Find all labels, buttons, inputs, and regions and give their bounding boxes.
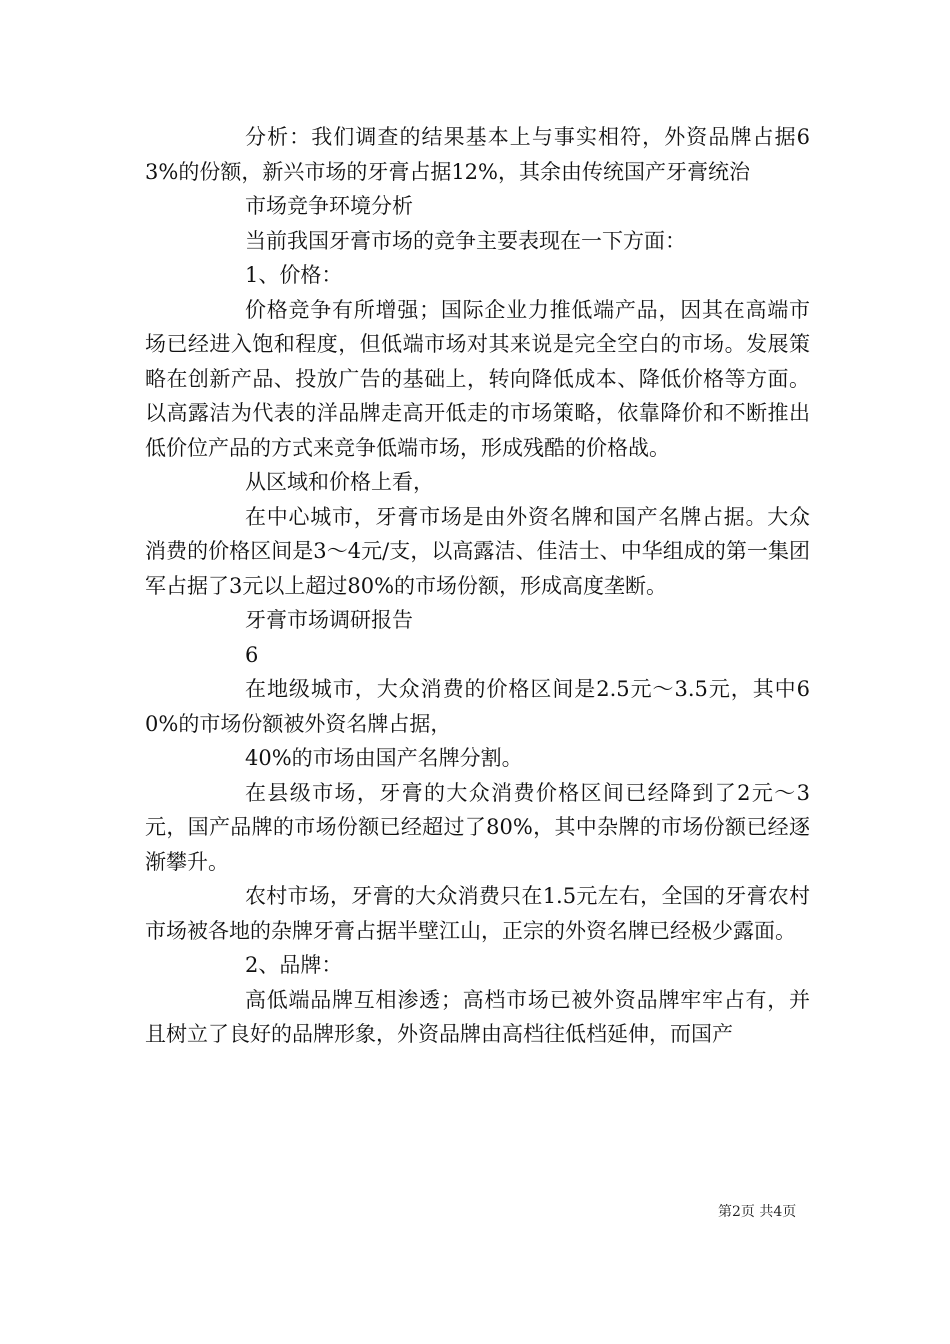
- paragraph-brand-penetration: 高低端品牌互相渗透；高档市场已被外资品牌牢牢占有，并且树立了良好的品牌形象，外资品牌由高档往低档延伸，而国产: [145, 987, 810, 1046]
- paragraph-competition-intro: 当前我国牙膏市场的竞争主要表现在一下方面：: [245, 228, 686, 253]
- page-marker: 6: [245, 642, 259, 667]
- heading-brand: 2、品牌：: [245, 953, 343, 977]
- heading-competition-environment: 市场竞争环境分析: [245, 194, 413, 218]
- paragraph-prefecture-cities: 在地级城市，大众消费的价格区间是2.5元～3.5元，其中60%的市场份额被外资名牌占据，: [145, 677, 810, 736]
- paragraph-analysis: 分析：我们调查的结果基本上与事实相符，外资品牌占据63%的份额，新兴市场的牙膏占据12%，其余由传统国产牙膏统治: [145, 125, 810, 184]
- page-footer: 第2页 共4页: [718, 1204, 797, 1220]
- running-title: 牙膏市场调研报告: [245, 608, 413, 632]
- paragraph-county-market: 在县级市场，牙膏的大众消费价格区间已经降到了2元～3元，国产品牌的市场份额已经超过了80%，其中杂牌的市场份额已经逐渐攀升。: [145, 780, 810, 874]
- paragraph-rural-market: 农村市场，牙膏的大众消费只在1.5元左右，全国的牙膏农村市场被各地的杂牌牙膏占据半壁江山，正宗的外资名牌已经极少露面。: [145, 884, 810, 943]
- paragraph-central-cities: 在中心城市，牙膏市场是由外资名牌和国产名牌占据。大众消费的价格区间是3～4元/支，以高露洁、佳洁士、中华组成的第一集团军占据了3元以上超过80%的市场份额，形成高度垄断。: [145, 504, 810, 598]
- paragraph-region-price: 从区域和价格上看，: [245, 470, 434, 494]
- heading-price: 1、价格：: [245, 263, 343, 287]
- document-body: [145, 120, 810, 1052]
- paragraph-domestic-share: 40%的市场由国产名牌分割。: [245, 746, 523, 770]
- paragraph-price-competition: 价格竞争有所增强；国际企业力推低端产品，因其在高端市场已经进入饱和程度，但低端市场对其来说是完全空白的市场。发展策略在创新产品、投放广告的基础上，转向降低成本、降低价格等方面。以高露洁为代表的洋品牌走高开低走的市场策略，依靠降价和不断推出低价位产品的方式来竞争低端市场，形成残酷的价格战。: [145, 297, 810, 460]
